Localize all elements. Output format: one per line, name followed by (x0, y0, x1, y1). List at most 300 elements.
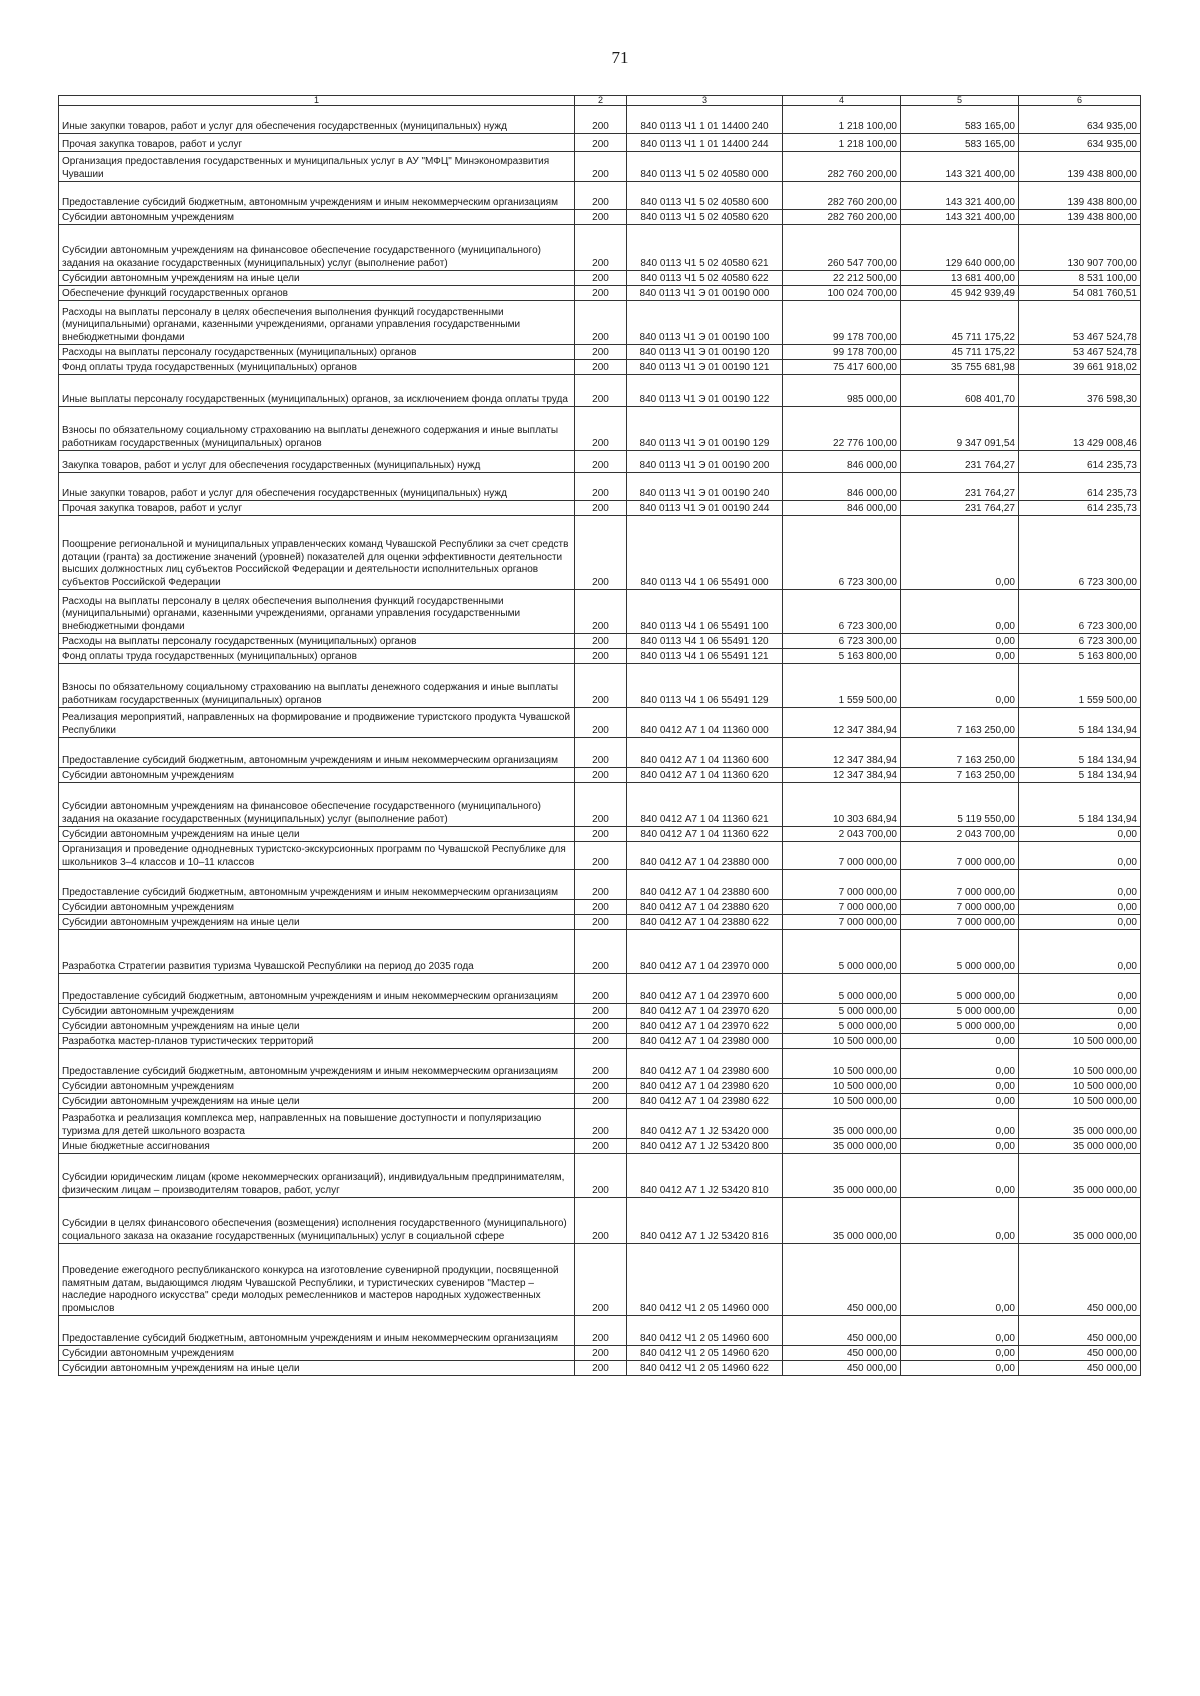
row-value-col4: 450 000,00 (783, 1361, 901, 1376)
row-value-col5: 5 000 000,00 (901, 1019, 1019, 1034)
row-name: Прочая закупка товаров, работ и услуг (59, 134, 575, 152)
row-code: 200 (575, 664, 627, 708)
row-classification: 840 0412 А7 1 04 23880 620 (627, 900, 783, 915)
table-row (59, 664, 1141, 708)
row-value-col5: 7 163 250,00 (901, 738, 1019, 768)
row-name: Субсидии автономным учреждениям на иные цели (59, 1019, 575, 1034)
table-row (59, 1154, 1141, 1198)
row-code: 200 (575, 915, 627, 930)
row-classification: 840 0412 А7 1 04 11360 000 (627, 708, 783, 738)
row-value-col5: 0,00 (901, 1109, 1019, 1139)
row-classification: 840 0113 Ч1 5 02 40580 600 (627, 182, 783, 210)
row-name: Субсидии автономным учреждениям (59, 1346, 575, 1361)
row-code: 200 (575, 345, 627, 360)
row-name: Субсидии автономным учреждениям на иные цели (59, 827, 575, 842)
row-classification: 840 0412 А7 1 04 23880 622 (627, 915, 783, 930)
row-value-col5: 0,00 (901, 516, 1019, 590)
row-value-col4: 846 000,00 (783, 451, 901, 473)
table-row (59, 827, 1141, 842)
row-value-col6: 139 438 800,00 (1019, 210, 1141, 225)
row-code: 200 (575, 870, 627, 900)
row-value-col4: 7 000 000,00 (783, 870, 901, 900)
row-value-col5: 2 043 700,00 (901, 827, 1019, 842)
row-value-col6: 450 000,00 (1019, 1361, 1141, 1376)
row-value-col6: 1 559 500,00 (1019, 664, 1141, 708)
row-code: 200 (575, 1019, 627, 1034)
row-code: 200 (575, 225, 627, 271)
row-value-col4: 35 000 000,00 (783, 1139, 901, 1154)
row-name: Субсидии автономным учреждениям (59, 1004, 575, 1019)
row-name: Иные закупки товаров, работ и услуг для обеспечения государственных (муниципальных) нужд (59, 106, 575, 134)
row-value-col5: 0,00 (901, 1361, 1019, 1376)
row-value-col4: 10 303 684,94 (783, 783, 901, 827)
row-classification: 840 0113 Ч1 Э 01 00190 244 (627, 501, 783, 516)
row-code: 200 (575, 286, 627, 301)
row-value-col4: 6 723 300,00 (783, 516, 901, 590)
row-value-col5: 5 119 550,00 (901, 783, 1019, 827)
row-name: Прочая закупка товаров, работ и услуг (59, 501, 575, 516)
row-classification: 840 0113 Ч1 Э 01 00190 120 (627, 345, 783, 360)
row-code: 200 (575, 900, 627, 915)
row-value-col6: 614 235,73 (1019, 473, 1141, 501)
row-code: 200 (575, 271, 627, 286)
row-value-col5: 7 163 250,00 (901, 768, 1019, 783)
row-classification: 840 0412 А7 1 04 23880 600 (627, 870, 783, 900)
table-row (59, 501, 1141, 516)
row-name: Субсидии автономным учреждениям (59, 210, 575, 225)
row-value-col4: 12 347 384,94 (783, 738, 901, 768)
row-code: 200 (575, 1109, 627, 1139)
table-row (59, 225, 1141, 271)
row-value-col4: 1 218 100,00 (783, 106, 901, 134)
row-value-col5: 143 321 400,00 (901, 182, 1019, 210)
row-value-col6: 35 000 000,00 (1019, 1139, 1141, 1154)
row-code: 200 (575, 827, 627, 842)
row-value-col5: 0,00 (901, 1079, 1019, 1094)
header-col-3: 3 (627, 96, 783, 106)
row-name: Субсидии в целях финансового обеспечения (возмещения) исполнения государственного (муниципального) социального заказа на оказание государственных (муниципальных) услуг в социальной сфере (59, 1198, 575, 1244)
row-code: 200 (575, 842, 627, 870)
row-name: Фонд оплаты труда государственных (муниципальных) органов (59, 360, 575, 375)
row-name: Субсидии автономным учреждениям (59, 900, 575, 915)
row-code: 200 (575, 1139, 627, 1154)
row-value-col6: 614 235,73 (1019, 451, 1141, 473)
row-value-col6: 53 467 524,78 (1019, 301, 1141, 345)
row-value-col5: 7 000 000,00 (901, 870, 1019, 900)
row-classification: 840 0412 А7 1 04 23970 622 (627, 1019, 783, 1034)
row-classification: 840 0412 А7 1 04 11360 600 (627, 738, 783, 768)
row-code: 200 (575, 1346, 627, 1361)
row-code: 200 (575, 1316, 627, 1346)
row-code: 200 (575, 590, 627, 634)
row-value-col4: 10 500 000,00 (783, 1049, 901, 1079)
table-row (59, 1139, 1141, 1154)
row-code: 200 (575, 1004, 627, 1019)
row-value-col5: 7 163 250,00 (901, 708, 1019, 738)
table-row (59, 783, 1141, 827)
table-row (59, 590, 1141, 634)
row-value-col6: 0,00 (1019, 870, 1141, 900)
row-value-col6: 54 081 760,51 (1019, 286, 1141, 301)
row-value-col5: 45 711 175,22 (901, 301, 1019, 345)
table-row (59, 375, 1141, 407)
row-value-col5: 231 764,27 (901, 451, 1019, 473)
row-classification: 840 0113 Ч1 Э 01 00190 100 (627, 301, 783, 345)
row-value-col6: 634 935,00 (1019, 106, 1141, 134)
row-value-col6: 0,00 (1019, 842, 1141, 870)
row-value-col5: 35 755 681,98 (901, 360, 1019, 375)
row-value-col4: 99 178 700,00 (783, 345, 901, 360)
row-value-col5: 583 165,00 (901, 134, 1019, 152)
row-value-col6: 614 235,73 (1019, 501, 1141, 516)
table-row (59, 360, 1141, 375)
row-value-col4: 985 000,00 (783, 375, 901, 407)
row-classification: 840 0113 Ч1 1 01 14400 240 (627, 106, 783, 134)
row-value-col4: 12 347 384,94 (783, 708, 901, 738)
table-row (59, 345, 1141, 360)
row-value-col5: 0,00 (901, 649, 1019, 664)
row-value-col4: 282 760 200,00 (783, 182, 901, 210)
row-value-col5: 0,00 (901, 1034, 1019, 1049)
table-row (59, 708, 1141, 738)
row-name: Реализация мероприятий, направленных на формирование и продвижение туристского продукта Чувашской Республики (59, 708, 575, 738)
row-value-col5: 583 165,00 (901, 106, 1019, 134)
row-name: Субсидии автономным учреждениям на иные цели (59, 1094, 575, 1109)
row-name: Фонд оплаты труда государственных (муниципальных) органов (59, 649, 575, 664)
row-classification: 840 0113 Ч1 Э 01 00190 000 (627, 286, 783, 301)
table-row (59, 106, 1141, 134)
table-row (59, 516, 1141, 590)
row-name: Предоставление субсидий бюджетным, автономным учреждениям и иным некоммерческим организациям (59, 1049, 575, 1079)
row-value-col6: 376 598,30 (1019, 375, 1141, 407)
row-classification: 840 0412 А7 1 J2 53420 800 (627, 1139, 783, 1154)
row-code: 200 (575, 134, 627, 152)
row-name: Субсидии юридическим лицам (кроме некоммерческих организаций), индивидуальным предпринимателям, физическим лицам – производителям товаров, работ, услуг (59, 1154, 575, 1198)
header-row (59, 96, 1141, 106)
row-name: Предоставление субсидий бюджетным, автономным учреждениям и иным некоммерческим организациям (59, 974, 575, 1004)
table-row (59, 1244, 1141, 1316)
row-value-col5: 0,00 (901, 1244, 1019, 1316)
row-value-col4: 5 000 000,00 (783, 974, 901, 1004)
row-value-col6: 634 935,00 (1019, 134, 1141, 152)
row-name: Поощрение региональной и муниципальных управленческих команд Чувашской Республики за счет средств дотации (гранта) за достижение значений (уровней) показателей для оценки эффективности деятельности высших должностных лиц субъектов Российской Федерации и деятельности исполнительных органов субъектов Российской Федерации (59, 516, 575, 590)
row-classification: 840 0412 А7 1 04 23980 620 (627, 1079, 783, 1094)
header-col-6: 6 (1019, 96, 1141, 106)
row-code: 200 (575, 738, 627, 768)
row-value-col4: 35 000 000,00 (783, 1154, 901, 1198)
row-value-col5: 129 640 000,00 (901, 225, 1019, 271)
row-name: Расходы на выплаты персоналу государственных (муниципальных) органов (59, 345, 575, 360)
table-row (59, 473, 1141, 501)
row-value-col4: 6 723 300,00 (783, 590, 901, 634)
row-value-col6: 35 000 000,00 (1019, 1154, 1141, 1198)
row-value-col6: 10 500 000,00 (1019, 1034, 1141, 1049)
row-value-col5: 5 000 000,00 (901, 930, 1019, 974)
row-value-col4: 1 218 100,00 (783, 134, 901, 152)
row-name: Предоставление субсидий бюджетным, автономным учреждениям и иным некоммерческим организациям (59, 870, 575, 900)
row-code: 200 (575, 360, 627, 375)
row-classification: 840 0412 Ч1 2 05 14960 622 (627, 1361, 783, 1376)
table-row (59, 1034, 1141, 1049)
row-value-col5: 45 942 939,49 (901, 286, 1019, 301)
row-value-col5: 231 764,27 (901, 501, 1019, 516)
table-row (59, 649, 1141, 664)
row-classification: 840 0412 А7 1 04 11360 621 (627, 783, 783, 827)
row-value-col4: 35 000 000,00 (783, 1198, 901, 1244)
row-value-col6: 5 184 134,94 (1019, 783, 1141, 827)
row-value-col4: 846 000,00 (783, 473, 901, 501)
row-value-col6: 35 000 000,00 (1019, 1198, 1141, 1244)
row-value-col5: 45 711 175,22 (901, 345, 1019, 360)
row-value-col6: 130 907 700,00 (1019, 225, 1141, 271)
row-value-col4: 2 043 700,00 (783, 827, 901, 842)
row-classification: 840 0113 Ч1 5 02 40580 620 (627, 210, 783, 225)
row-value-col5: 0,00 (901, 1346, 1019, 1361)
row-value-col6: 35 000 000,00 (1019, 1109, 1141, 1139)
row-classification: 840 0412 А7 1 04 23880 000 (627, 842, 783, 870)
table-row (59, 1079, 1141, 1094)
row-value-col6: 0,00 (1019, 827, 1141, 842)
row-name: Иные выплаты персоналу государственных (муниципальных) органов, за исключением фонда оплаты труда (59, 375, 575, 407)
row-code: 200 (575, 375, 627, 407)
row-value-col6: 5 184 134,94 (1019, 768, 1141, 783)
row-value-col5: 0,00 (901, 1316, 1019, 1346)
row-classification: 840 0412 А7 1 04 23980 000 (627, 1034, 783, 1049)
table-row (59, 930, 1141, 974)
table-row (59, 842, 1141, 870)
row-value-col6: 6 723 300,00 (1019, 516, 1141, 590)
row-value-col5: 7 000 000,00 (901, 900, 1019, 915)
row-code: 200 (575, 634, 627, 649)
row-name: Взносы по обязательному социальному страхованию на выплаты денежного содержания и иные выплаты работникам государственных (муниципальных) органов (59, 664, 575, 708)
row-value-col5: 143 321 400,00 (901, 210, 1019, 225)
row-value-col4: 5 163 800,00 (783, 649, 901, 664)
row-code: 200 (575, 451, 627, 473)
row-value-col6: 10 500 000,00 (1019, 1094, 1141, 1109)
row-code: 200 (575, 501, 627, 516)
row-classification: 840 0412 А7 1 04 23980 600 (627, 1049, 783, 1079)
row-name: Организация и проведение однодневных туристско-экскурсионных программ по Чувашской Республике для школьников 3–4 классов и 10–11 классов (59, 842, 575, 870)
row-value-col5: 0,00 (901, 1139, 1019, 1154)
row-code: 200 (575, 106, 627, 134)
row-classification: 840 0113 Ч4 1 06 55491 000 (627, 516, 783, 590)
table-row (59, 451, 1141, 473)
row-classification: 840 0412 А7 1 J2 53420 816 (627, 1198, 783, 1244)
row-code: 200 (575, 407, 627, 451)
row-value-col4: 7 000 000,00 (783, 842, 901, 870)
row-name: Обеспечение функций государственных органов (59, 286, 575, 301)
row-value-col5: 5 000 000,00 (901, 1004, 1019, 1019)
header-col-5: 5 (901, 96, 1019, 106)
row-classification: 840 0113 Ч1 5 02 40580 622 (627, 271, 783, 286)
header-col-2: 2 (575, 96, 627, 106)
row-value-col5: 143 321 400,00 (901, 152, 1019, 182)
row-classification: 840 0113 Ч4 1 06 55491 100 (627, 590, 783, 634)
row-value-col4: 282 760 200,00 (783, 210, 901, 225)
row-name: Субсидии автономным учреждениям на иные цели (59, 271, 575, 286)
row-value-col4: 1 559 500,00 (783, 664, 901, 708)
row-value-col6: 0,00 (1019, 1019, 1141, 1034)
row-name: Предоставление субсидий бюджетным, автономным учреждениям и иным некоммерческим организациям (59, 182, 575, 210)
row-value-col4: 7 000 000,00 (783, 900, 901, 915)
row-name: Расходы на выплаты персоналу в целях обеспечения выполнения функций государственными (муниципальными) органами, казенными учреждениями, органами управления государственными внебюджетными фондами (59, 590, 575, 634)
row-value-col5: 0,00 (901, 1094, 1019, 1109)
row-classification: 840 0412 А7 1 04 23970 620 (627, 1004, 783, 1019)
row-value-col4: 450 000,00 (783, 1346, 901, 1361)
row-classification: 840 0412 А7 1 04 11360 620 (627, 768, 783, 783)
table-row (59, 286, 1141, 301)
table-row (59, 1094, 1141, 1109)
row-value-col5: 231 764,27 (901, 473, 1019, 501)
row-value-col6: 6 723 300,00 (1019, 634, 1141, 649)
row-code: 200 (575, 783, 627, 827)
row-value-col5: 0,00 (901, 590, 1019, 634)
row-classification: 840 0113 Ч1 5 02 40580 621 (627, 225, 783, 271)
row-value-col5: 9 347 091,54 (901, 407, 1019, 451)
row-code: 200 (575, 516, 627, 590)
row-classification: 840 0113 Ч1 Э 01 00190 240 (627, 473, 783, 501)
row-value-col5: 5 000 000,00 (901, 974, 1019, 1004)
row-value-col4: 6 723 300,00 (783, 634, 901, 649)
row-value-col4: 5 000 000,00 (783, 930, 901, 974)
row-classification: 840 0113 Ч4 1 06 55491 129 (627, 664, 783, 708)
row-name: Расходы на выплаты персоналу в целях обеспечения выполнения функций государственными (муниципальными) органами, казенными учреждениями, органами управления государственными внебюджетными фондами (59, 301, 575, 345)
row-value-col6: 450 000,00 (1019, 1244, 1141, 1316)
row-value-col4: 7 000 000,00 (783, 915, 901, 930)
page-number: 71 (611, 48, 629, 67)
row-code: 200 (575, 1079, 627, 1094)
row-value-col6: 13 429 008,46 (1019, 407, 1141, 451)
row-name: Разработка мастер-планов туристических территорий (59, 1034, 575, 1049)
table-row (59, 152, 1141, 182)
row-classification: 840 0412 А7 1 J2 53420 810 (627, 1154, 783, 1198)
row-classification: 840 0412 А7 1 04 23970 600 (627, 974, 783, 1004)
row-classification: 840 0113 Ч1 Э 01 00190 122 (627, 375, 783, 407)
table-row (59, 738, 1141, 768)
row-name: Разработка и реализация комплекса мер, направленных на повышение доступности и популяризацию туризма для детей школьного возраста (59, 1109, 575, 1139)
row-value-col6: 450 000,00 (1019, 1346, 1141, 1361)
row-code: 200 (575, 1094, 627, 1109)
table-row (59, 1049, 1141, 1079)
row-value-col6: 0,00 (1019, 915, 1141, 930)
header-col-4: 4 (783, 96, 901, 106)
row-value-col6: 450 000,00 (1019, 1316, 1141, 1346)
row-value-col6: 5 163 800,00 (1019, 649, 1141, 664)
row-value-col4: 260 547 700,00 (783, 225, 901, 271)
row-classification: 840 0113 Ч1 1 01 14400 244 (627, 134, 783, 152)
row-value-col4: 22 776 100,00 (783, 407, 901, 451)
table-row (59, 271, 1141, 286)
row-classification: 840 0412 Ч1 2 05 14960 600 (627, 1316, 783, 1346)
row-value-col4: 5 000 000,00 (783, 1004, 901, 1019)
row-code: 200 (575, 1244, 627, 1316)
table-row (59, 1109, 1141, 1139)
row-value-col6: 5 184 134,94 (1019, 708, 1141, 738)
row-classification: 840 0412 А7 1 04 23980 622 (627, 1094, 783, 1109)
row-code: 200 (575, 1198, 627, 1244)
row-value-col4: 846 000,00 (783, 501, 901, 516)
row-name: Предоставление субсидий бюджетным, автономным учреждениям и иным некоммерческим организациям (59, 1316, 575, 1346)
row-name: Разработка Стратегии развития туризма Чувашской Республики на период до 2035 года (59, 930, 575, 974)
budget-table (58, 95, 1141, 1376)
table-row (59, 1361, 1141, 1376)
row-value-col6: 139 438 800,00 (1019, 152, 1141, 182)
row-name: Организация предоставления государственных и муниципальных услуг в АУ "МФЦ" Минэкономразвития Чувашии (59, 152, 575, 182)
row-code: 200 (575, 1034, 627, 1049)
table-row (59, 1198, 1141, 1244)
row-value-col4: 22 212 500,00 (783, 271, 901, 286)
table-row (59, 134, 1141, 152)
table-row (59, 210, 1141, 225)
row-value-col6: 6 723 300,00 (1019, 590, 1141, 634)
table-row (59, 870, 1141, 900)
row-value-col5: 0,00 (901, 1049, 1019, 1079)
row-classification: 840 0113 Ч1 Э 01 00190 200 (627, 451, 783, 473)
table-row (59, 634, 1141, 649)
row-value-col4: 12 347 384,94 (783, 768, 901, 783)
row-code: 200 (575, 708, 627, 738)
row-value-col4: 10 500 000,00 (783, 1034, 901, 1049)
row-value-col4: 5 000 000,00 (783, 1019, 901, 1034)
row-code: 200 (575, 1154, 627, 1198)
row-value-col4: 99 178 700,00 (783, 301, 901, 345)
row-value-col5: 13 681 400,00 (901, 271, 1019, 286)
row-value-col4: 450 000,00 (783, 1316, 901, 1346)
row-name: Субсидии автономным учреждениям (59, 768, 575, 783)
table-row (59, 1004, 1141, 1019)
row-value-col6: 0,00 (1019, 930, 1141, 974)
table-row (59, 407, 1141, 451)
row-name: Субсидии автономным учреждениям на иные цели (59, 915, 575, 930)
row-code: 200 (575, 210, 627, 225)
row-name: Взносы по обязательному социальному страхованию на выплаты денежного содержания и иные выплаты работникам государственных (муниципальных) органов (59, 407, 575, 451)
row-name: Субсидии автономным учреждениям (59, 1079, 575, 1094)
row-value-col5: 0,00 (901, 664, 1019, 708)
row-value-col4: 450 000,00 (783, 1244, 901, 1316)
row-classification: 840 0113 Ч4 1 06 55491 121 (627, 649, 783, 664)
table-body (59, 106, 1141, 1376)
row-value-col6: 8 531 100,00 (1019, 271, 1141, 286)
row-name: Проведение ежегодного республиканского конкурса на изготовление сувенирной продукции, посвященной памятным датам, выдающимся людям Чувашской Республики, и туристических сувениров "Мастер – наследие народного искусства" среди молодых ремесленников и мастеров народных художественных промыслов (59, 1244, 575, 1316)
row-code: 200 (575, 930, 627, 974)
row-code: 200 (575, 301, 627, 345)
row-classification: 840 0113 Ч4 1 06 55491 120 (627, 634, 783, 649)
row-classification: 840 0113 Ч1 Э 01 00190 129 (627, 407, 783, 451)
row-classification: 840 0412 Ч1 2 05 14960 620 (627, 1346, 783, 1361)
row-value-col5: 0,00 (901, 634, 1019, 649)
row-value-col6: 39 661 918,02 (1019, 360, 1141, 375)
table-row (59, 900, 1141, 915)
row-value-col4: 100 024 700,00 (783, 286, 901, 301)
row-classification: 840 0412 А7 1 04 23970 000 (627, 930, 783, 974)
row-name: Субсидии автономным учреждениям на финансовое обеспечение государственного (муниципального) задания на оказание государственных (муниципальных) услуг (выполнение работ) (59, 783, 575, 827)
row-value-col6: 5 184 134,94 (1019, 738, 1141, 768)
row-value-col4: 10 500 000,00 (783, 1094, 901, 1109)
row-name: Субсидии автономным учреждениям на финансовое обеспечение государственного (муниципального) задания на оказание государственных (муниципальных) услуг (выполнение работ) (59, 225, 575, 271)
row-classification: 840 0412 Ч1 2 05 14960 000 (627, 1244, 783, 1316)
row-value-col4: 282 760 200,00 (783, 152, 901, 182)
row-name: Иные бюджетные ассигнования (59, 1139, 575, 1154)
row-value-col5: 7 000 000,00 (901, 915, 1019, 930)
row-value-col6: 0,00 (1019, 1004, 1141, 1019)
row-value-col5: 0,00 (901, 1198, 1019, 1244)
row-code: 200 (575, 1049, 627, 1079)
row-code: 200 (575, 182, 627, 210)
table-row (59, 182, 1141, 210)
row-value-col4: 35 000 000,00 (783, 1109, 901, 1139)
row-code: 200 (575, 1361, 627, 1376)
row-name: Закупка товаров, работ и услуг для обеспечения государственных (муниципальных) нужд (59, 451, 575, 473)
